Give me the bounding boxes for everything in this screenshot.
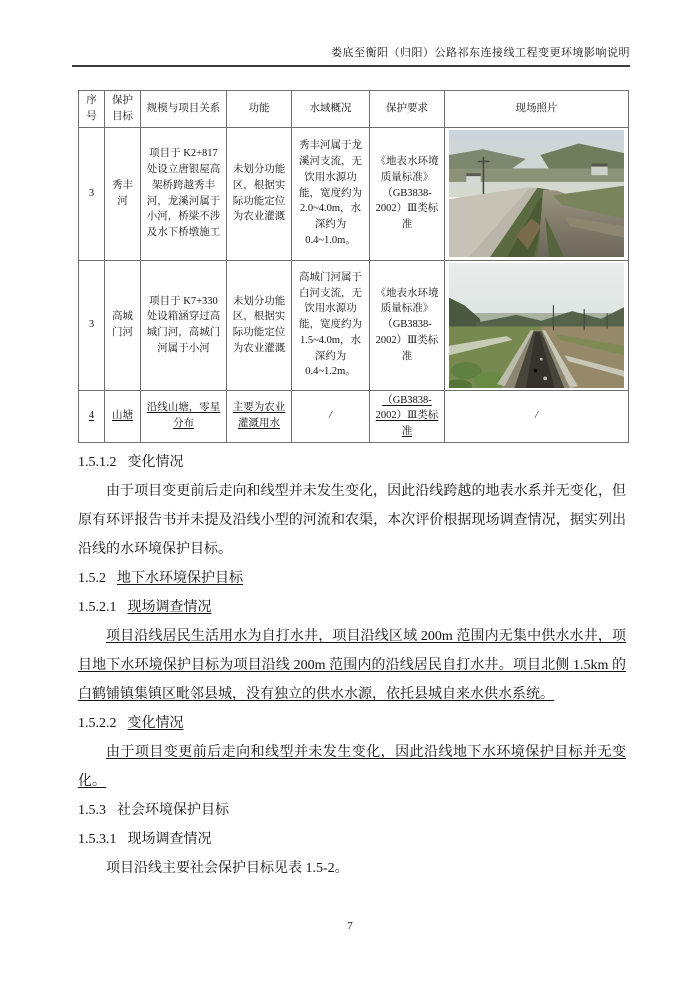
- body-text: [78, 448, 626, 883]
- protection-targets-table-wrap: [78, 90, 628, 443]
- site-photo-xiufeng-river: [445, 127, 629, 260]
- col-header-scale: 规模与项目关系: [141, 91, 227, 128]
- paragraph-surface-water-change: 由于项目变更前后走向和线型并未发生变化，因此沿线跨越的地表水系并无变化，但原有环评报告书并未提及沿线小型的河流和农渠，本次评价根据现场调查情况，据实列出沿线的水环境保护目标。: [78, 484, 626, 557]
- page-number: 7: [347, 920, 353, 932]
- paragraph-groundwater-survey: 项目沿线居民生活用水为自打水井，项目沿线区域 200m 范围内无集中供水水井，项目地下水环境保护目标为项目沿线 200m 范围内的沿线居民自打水井。项目北侧 1.5km 的白鹤铺镇集镇区毗邻县城，没有独立的供水水源，依托县城自来水供水系统。: [78, 629, 626, 702]
- running-header: 娄底至衡阳（归阳）公路祁东连接线工程变更环境影响说明: [72, 44, 630, 67]
- section-heading-153: 1.5.3 社会环境保护目标: [78, 803, 229, 818]
- river-road-photo-illustration: [449, 130, 624, 258]
- protection-targets-table: [78, 90, 629, 443]
- col-header-function: 功能: [227, 91, 292, 128]
- cell-protection: 《地表水环境质量标准》（GB3838-2002）Ⅲ类标准: [370, 260, 445, 390]
- cell-water: 高城门河属于白河支流，无饮用水源功能，宽度约为 1.5~4.0m，水深约为 0.4~1.2m。: [292, 260, 370, 390]
- section-heading-152: 1.5.2 地下水环境保护目标: [78, 571, 243, 586]
- table-row: [79, 127, 629, 260]
- cell-photo-slash: /: [445, 390, 629, 442]
- cell-scale: 项目于 K7+330 处设箱涵穿过高城门河，高城门河属于小河: [141, 260, 227, 390]
- section-heading-1531: 1.5.3.1 现场调查情况: [78, 832, 212, 847]
- cell-seq: 4: [79, 390, 105, 442]
- table-header-row: [79, 91, 629, 128]
- cell-protection: （GB3838-2002）Ⅲ类标准: [370, 390, 445, 442]
- table-row: [79, 390, 629, 442]
- paragraph-social-targets: 项目沿线主要社会保护目标见表 1.5-2。: [106, 861, 349, 876]
- cell-scale: 沿线山塘，零星分布: [141, 390, 227, 442]
- cell-target: 高城门河: [105, 260, 141, 390]
- col-header-target: 保护目标: [105, 91, 141, 128]
- site-photo-gaochengmen-river: [445, 260, 629, 390]
- cell-function: 未划分功能区，根据实际功能定位为农业灌溉: [227, 127, 292, 260]
- col-header-water: 水域概况: [292, 91, 370, 128]
- field-channel-photo-illustration: [449, 263, 624, 388]
- col-header-photo: 现场照片: [445, 91, 629, 128]
- cell-water: 秀丰河属于龙溪河支流，无饮用水源功能，宽度约为 2.0~4.0m，水深约为 0.4~1.0m。: [292, 127, 370, 260]
- cell-function: 主要为农业灌溉用水: [227, 390, 292, 442]
- cell-function: 未划分功能区，根据实际功能定位为农业灌溉: [227, 260, 292, 390]
- table-row: [79, 260, 629, 390]
- section-heading-1522: 1.5.2.2 变化情况: [78, 716, 184, 731]
- cell-target: 山塘: [105, 390, 141, 442]
- cell-scale: 项目于 K2+817 处设立唐银屋高架桥跨越秀丰河，龙溪河属于小河，桥梁不涉及水下桥墩施工: [141, 127, 227, 260]
- cell-protection: 《地表水环境质量标准》（GB3838-2002）Ⅲ类标准: [370, 127, 445, 260]
- cell-water: /: [292, 390, 370, 442]
- cell-seq: 3: [79, 260, 105, 390]
- section-heading-1521: 1.5.2.1 现场调查情况: [78, 600, 212, 615]
- col-header-seq: 序号: [79, 91, 105, 128]
- section-heading-1512: 1.5.1.2 变化情况: [78, 455, 184, 470]
- col-header-protection: 保护要求: [370, 91, 445, 128]
- cell-seq: 3: [79, 127, 105, 260]
- cell-target: 秀丰河: [105, 127, 141, 260]
- paragraph-groundwater-change: 由于项目变更前后走向和线型并未发生变化，因此沿线地下水环境保护目标并无变化。: [78, 745, 626, 789]
